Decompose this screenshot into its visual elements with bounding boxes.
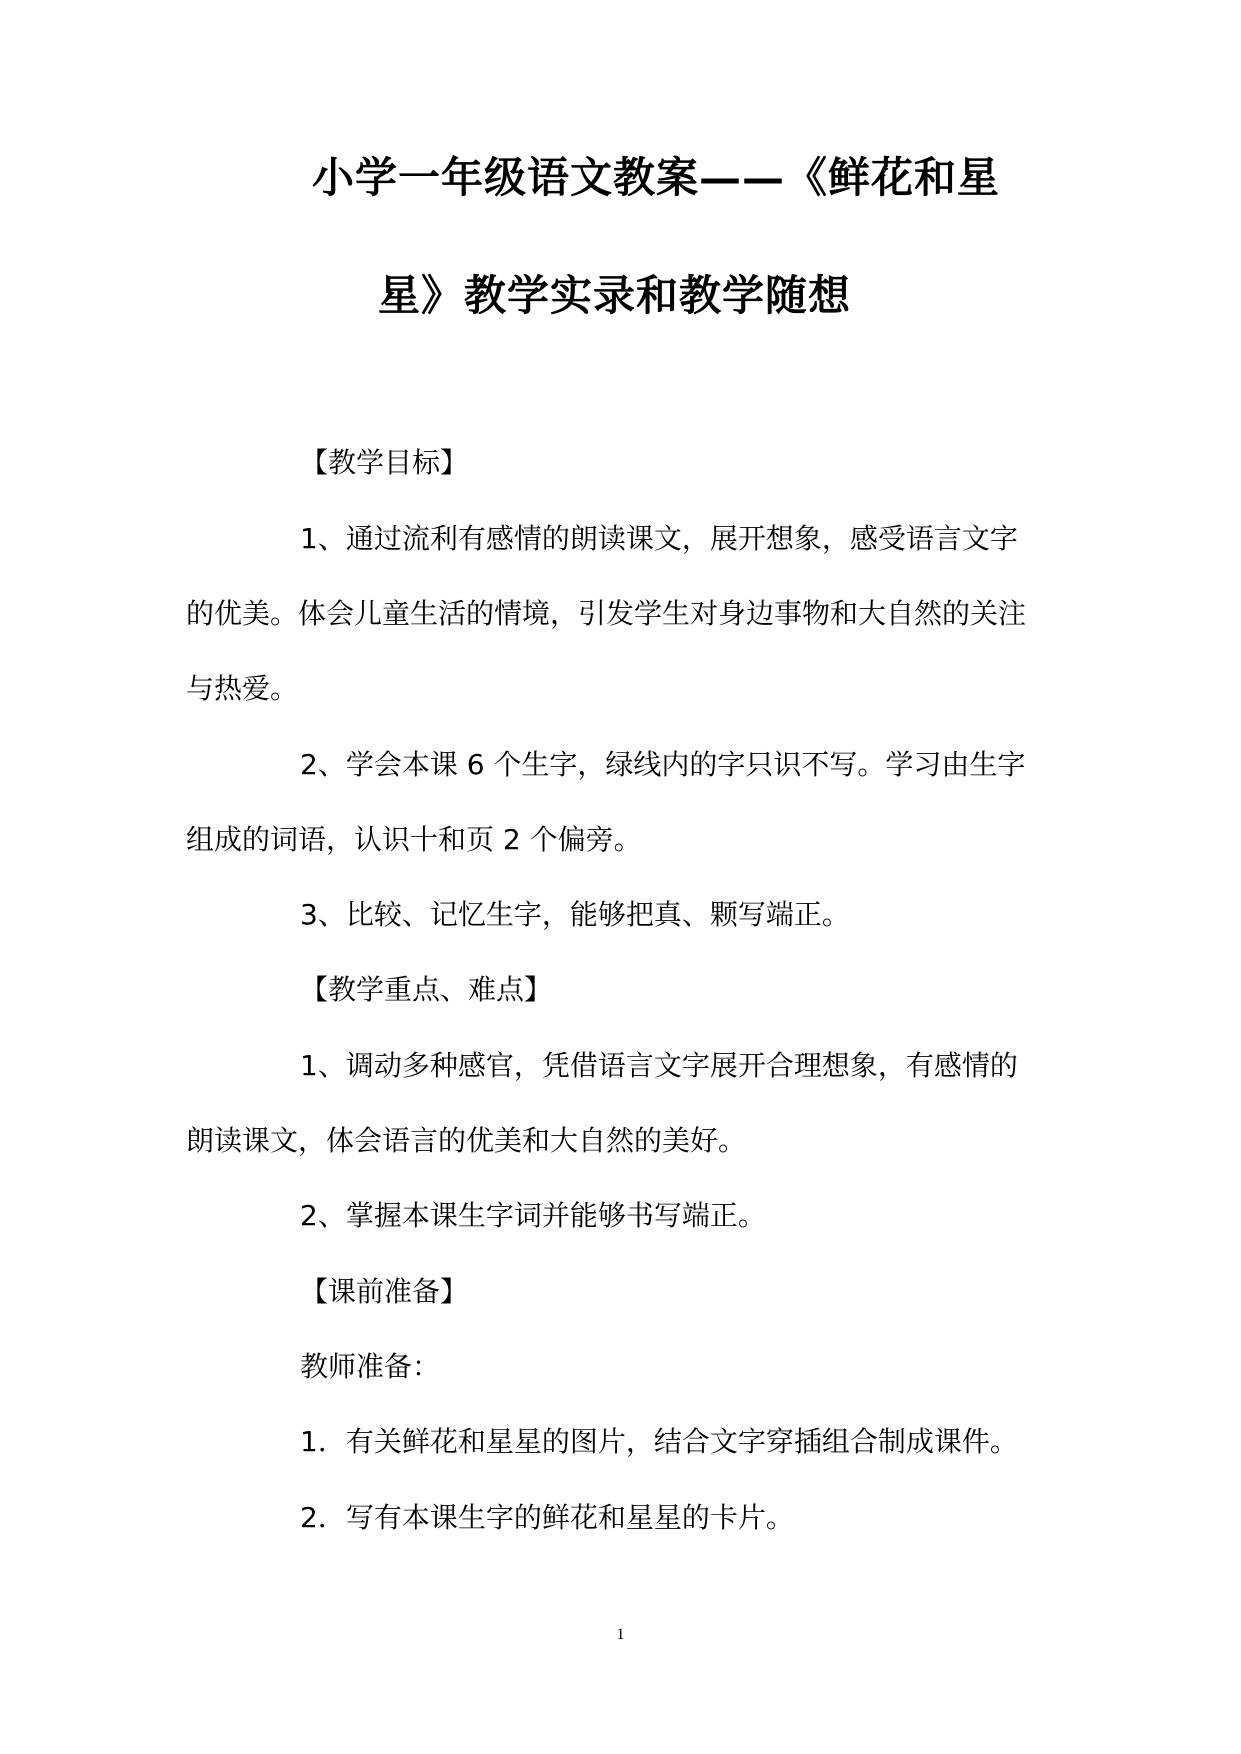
paragraph-line: 的优美。体会儿童生活的情境，引发学生对身边事物和大自然的关注 [186,597,1027,630]
paragraph-line: 3、比较、记忆生字，能够把真、颗写端正。 [300,898,850,931]
page-number: 1 [616,1626,625,1643]
document-title-line-2: 星》教学实录和教学随想 [378,271,852,320]
paragraph-line: 组成的词语，认识十和页 2 个偏旁。 [186,823,642,856]
paragraph-line: 教师准备： [300,1350,441,1383]
paragraph-line: 2．写有本课生字的鲜花和星星的卡片。 [300,1501,794,1534]
paragraph-line: 1、通过流利有感情的朗读课文，展开想象，感受语言文字 [300,522,1018,555]
section-heading-teaching-goals: 【教学目标】 [300,446,469,479]
paragraph-line: 与热爱。 [186,672,299,705]
section-heading-key-points: 【教学重点、难点】 [300,973,553,1006]
section-heading-preparation: 【课前准备】 [300,1275,469,1308]
paragraph-line: 朗读课文，体会语言的优美和大自然的美好。 [186,1124,747,1157]
paragraph-line: 1．有关鲜花和星星的图片，结合文字穿插组合制成课件。 [300,1425,1018,1458]
paragraph-line: 2、学会本课 6 个生字，绿线内的字只识不写。学习由生字 [300,748,1026,781]
paragraph-line: 2、掌握本课生字词并能够书写端正。 [300,1199,766,1232]
paragraph-line: 1、调动多种感官，凭借语言文字展开合理想象，有感情的 [300,1049,1018,1082]
document-title-line-1: 小学一年级语文教案——《鲜花和星 [312,153,1001,202]
